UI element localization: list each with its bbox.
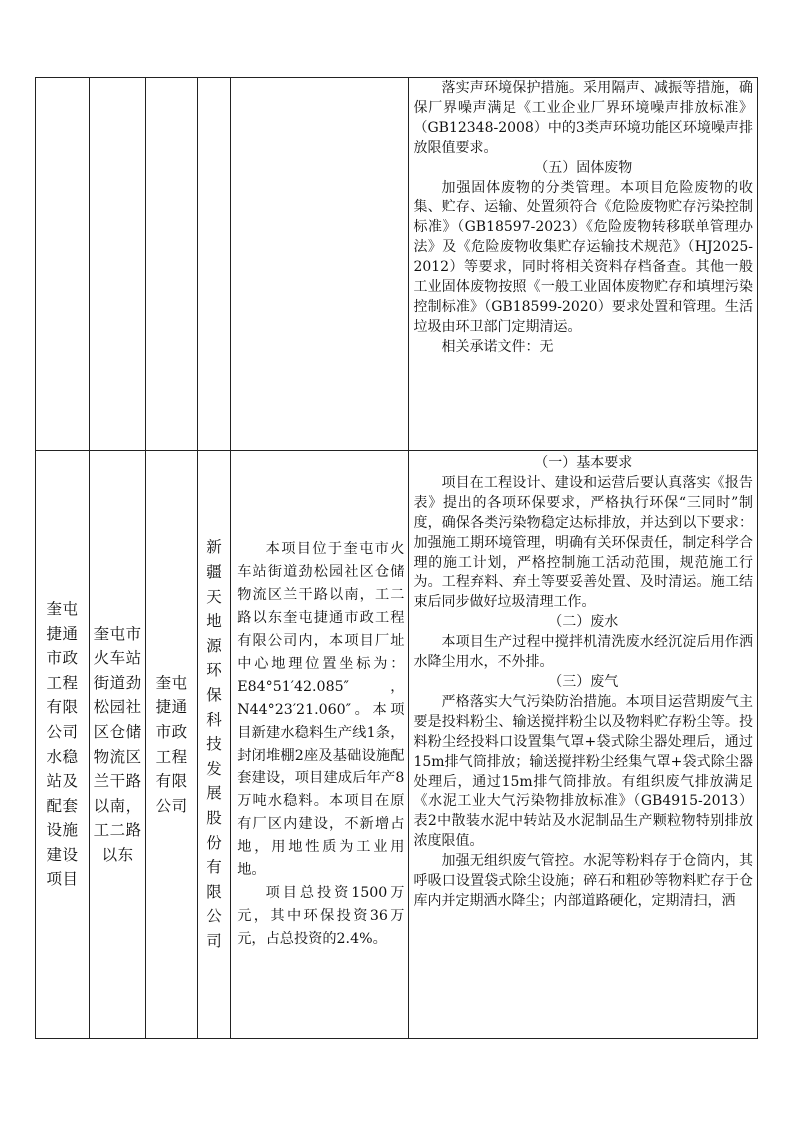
- evaluation-agency: 新疆天地源环保科技发展股份有限公司: [206, 538, 223, 950]
- project-description: [231, 538, 408, 950]
- requirements-text: [409, 451, 757, 912]
- section-heading: （二）废水: [548, 614, 619, 631]
- approval-table: [35, 77, 758, 1039]
- section-heading: （五）固体废物: [534, 159, 633, 176]
- requirement-paragraph: 项目在工程设计、建设和运营后要认真落实《报告表》提出的各项环保要求，严格执行环保“三同时”制度，确保各类污染物稳定达标排放，并达到以下要求：加强施工期环境管理，明确有关环保责任，制定科学合理的施工计划，严格控制施工活动范围，规范施工行为。工程弃料、弃土等要妥善处置、及时清运。施工结束后同步做好垃圾清理工作。: [413, 474, 753, 611]
- section-heading: （一）基本要求: [534, 455, 633, 471]
- location-cell: [90, 451, 146, 1039]
- description-cell: [231, 78, 409, 451]
- requirement-paragraph: 落实声环境保护措施。采用隔声、减振等措施，确保厂界噪声满足《工业企业厂界环境噪声排放标准》（GB12348-2008）中的3类声环境功能区环境噪声排放限值要求。: [413, 80, 753, 156]
- evaluator-cell: [198, 451, 231, 1039]
- requirement-paragraph: 加强固体废物的分类管理。本项目危险废物的收集、贮存、运输、处置须符合《危险废物贮存污染控制标准》（GB18597-2023）《危险废物转移联单管理办法》及《危险废物收集贮存运输技术规范》（HJ2025-2012）等要求，同时将相关资料存档备查。其他一般工业固体废物按照《一般工业固体废物贮存和填埋污染控制标准》（GB18599-2020）要求处置和管理。生活垃圾由环卫部门定期清运。: [413, 179, 753, 335]
- description-cell: [231, 451, 409, 1039]
- unit-cell: [146, 78, 198, 451]
- table-row: [36, 78, 758, 451]
- requirement-paragraph: 相关承诺文件：无: [441, 338, 554, 355]
- requirements-cell: [409, 78, 758, 451]
- project-location: 奎屯市火车站街道劲松园社区仓储物流区兰干路以南，工二路以东: [93, 624, 142, 864]
- requirement-paragraph: 严格落实大气污染防治措施。本项目运营期废气主要是投料粉尘、输送搅拌粉尘以及物料贮存粉尘等。投料粉尘经投料口设置集气罩+袋式除尘器处理后，通过15m排气筒排放；输送搅拌粉尘经集气罩+袋式除尘器处理后，通过15m排气筒排放。有组织废气排放满足《水泥工业大气污染物排放标准》（GB4915-2013）表2中散装水泥中转站及水泥制品生产颗粒物特别排放浓度限值。: [413, 693, 753, 850]
- requirement-paragraph: 本项目生产过程中搅拌机清洗废水经沉淀后用作洒水降尘用水，不外排。: [413, 634, 753, 671]
- requirements-cell: [409, 451, 758, 1039]
- location-cell: [90, 78, 146, 451]
- evaluator-cell: [198, 78, 231, 451]
- description-paragraph: 项目总投资1500万元，其中环保投资36万元，占总投资的2.4%。: [237, 884, 405, 947]
- project-name-cell: [36, 78, 90, 451]
- requirement-paragraph: 加强无组织废气管控。水泥等粉料存于仓筒内，其呼吸口设置袋式除尘设施；碎石和粗砂等物料贮存于仓库内并定期洒水降尘；内部道路硬化，定期清扫，洒: [413, 853, 753, 909]
- project-name-cell: [36, 451, 90, 1039]
- description-paragraph: 本项目位于奎屯市火车站街道劲松园社区仓储物流区兰干路以南，工二路以东奎屯捷通市政工程有限公司内，本项目厂址中心地理位置坐标为：E84°51′42.085″，N44°23′21.060″。本项目新建水稳料生产线1条，封闭堆棚2座及基础设施配套建设，项目建成后年产8万吨水稳料。本项目在原有厂区内建设，不新增占地，用地性质为工业用地。: [237, 541, 405, 879]
- section-heading: （三）废气: [548, 673, 619, 690]
- construction-unit: 奎屯捷通市政工程有限公司: [155, 673, 188, 815]
- unit-cell: [146, 451, 198, 1039]
- project-name: 奎屯捷通市政工程有限公司水稳站及配套设施建设项目: [46, 599, 79, 889]
- table-row: [36, 451, 758, 1039]
- requirements-text: [409, 78, 757, 358]
